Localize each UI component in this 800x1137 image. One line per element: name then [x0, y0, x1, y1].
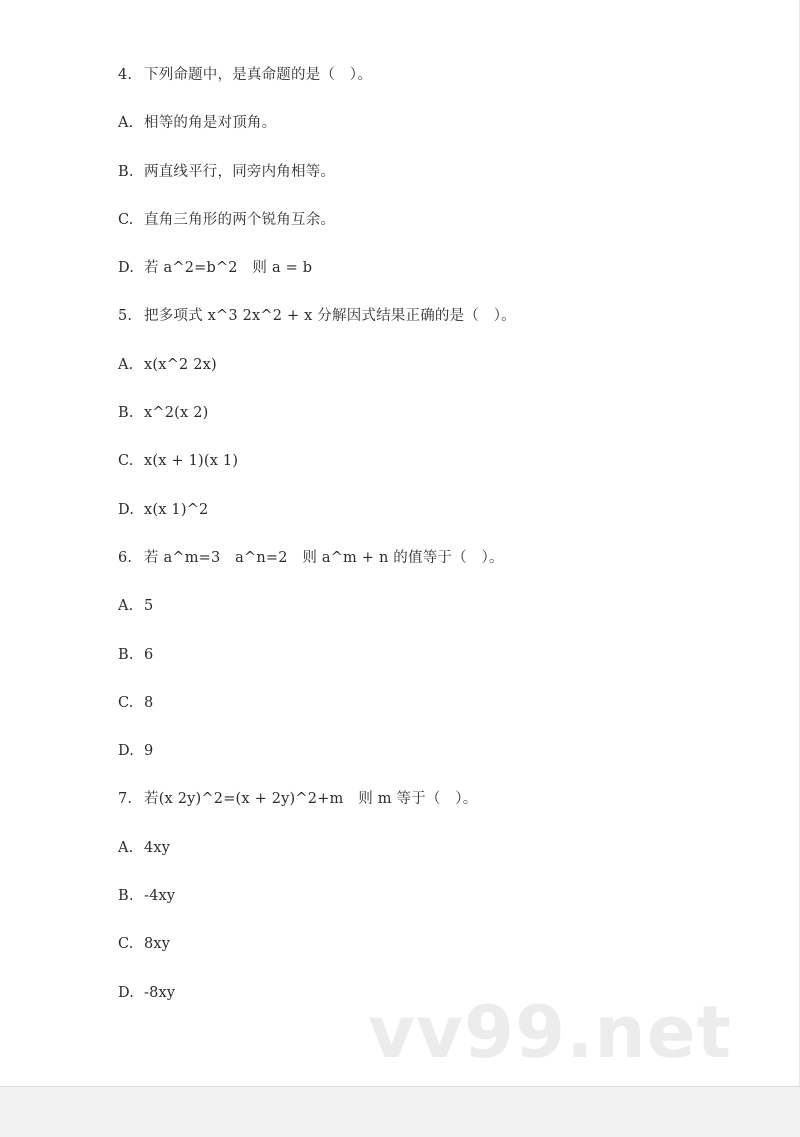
- line-label: C.: [118, 453, 134, 470]
- line-text: 6: [144, 646, 154, 663]
- question-6-stem: [118, 545, 758, 593]
- line-text: 4xy: [144, 839, 171, 856]
- question-6-option-d: [118, 738, 758, 786]
- question-5-option-b: [118, 400, 758, 448]
- line-label: 5.: [118, 308, 133, 325]
- line-text: 9: [144, 743, 154, 760]
- line-label: D.: [118, 984, 135, 1001]
- line-text: -8xy: [144, 984, 176, 1001]
- line-label: C.: [118, 694, 134, 711]
- line-text: 下列命题中，是真命题的是（ ）。: [144, 67, 372, 83]
- line-text: x(x 1)^2: [144, 501, 209, 518]
- question-4-option-d: [118, 255, 758, 303]
- question-5-option-c: [118, 448, 758, 496]
- question-5-option-a: [118, 352, 758, 400]
- line-label: B.: [118, 405, 134, 422]
- question-5-option-d: [118, 497, 758, 545]
- line-label: A.: [118, 839, 134, 856]
- line-text: 相等的角是对顶角。: [144, 115, 277, 132]
- question-6-option-a: [118, 593, 758, 641]
- line-text: 8xy: [144, 936, 171, 953]
- line-text: 直角三角形的两个锐角互余。: [144, 211, 336, 228]
- question-7-stem: [118, 786, 758, 834]
- question-6-option-b: [118, 642, 758, 690]
- line-label: A.: [118, 598, 134, 615]
- viewer-bottom-bar: [0, 1086, 800, 1137]
- question-6-option-c: [118, 690, 758, 738]
- question-4-option-b: [118, 159, 758, 207]
- line-text: 若(x 2y)^2=(x + 2y)^2+m 则 m 等于（ ）。: [144, 791, 478, 808]
- line-text: x(x^2 2x): [144, 356, 217, 373]
- question-list: [118, 62, 758, 1028]
- watermark: vv99.net: [368, 990, 732, 1074]
- line-label: D.: [118, 260, 135, 277]
- line-text: 两直线平行，同旁内角相等。: [144, 163, 336, 180]
- line-text: 若 a^2=b^2 则 a = b: [144, 260, 313, 277]
- line-text: 8: [144, 694, 154, 711]
- line-text: x(x + 1)(x 1): [144, 453, 239, 470]
- line-text: x^2(x 2): [144, 405, 209, 422]
- line-label: A.: [118, 115, 134, 132]
- line-text: 把多项式 x^3 2x^2 + x 分解因式结果正确的是（ ）。: [144, 308, 516, 325]
- line-label: D.: [118, 743, 135, 760]
- line-label: B.: [118, 646, 134, 663]
- line-label: A.: [118, 356, 134, 373]
- line-label: D.: [118, 501, 135, 518]
- question-5-stem: [118, 303, 758, 351]
- question-7-option-b: [118, 883, 758, 931]
- question-7-option-a: [118, 835, 758, 883]
- line-text: 5: [144, 598, 154, 615]
- line-label: B.: [118, 163, 134, 180]
- line-text: -4xy: [144, 888, 176, 905]
- question-4-option-c: [118, 207, 758, 255]
- line-label: 4.: [118, 67, 133, 83]
- line-text: 若 a^m=3 a^n=2 则 a^m + n 的值等于（ ）。: [144, 549, 504, 566]
- line-label: 7.: [118, 791, 133, 808]
- question-4-option-a: [118, 110, 758, 158]
- question-4-stem: [118, 62, 758, 110]
- line-label: C.: [118, 936, 134, 953]
- question-7-option-c: [118, 931, 758, 979]
- line-label: C.: [118, 211, 134, 228]
- line-label: 6.: [118, 549, 133, 566]
- line-label: B.: [118, 888, 134, 905]
